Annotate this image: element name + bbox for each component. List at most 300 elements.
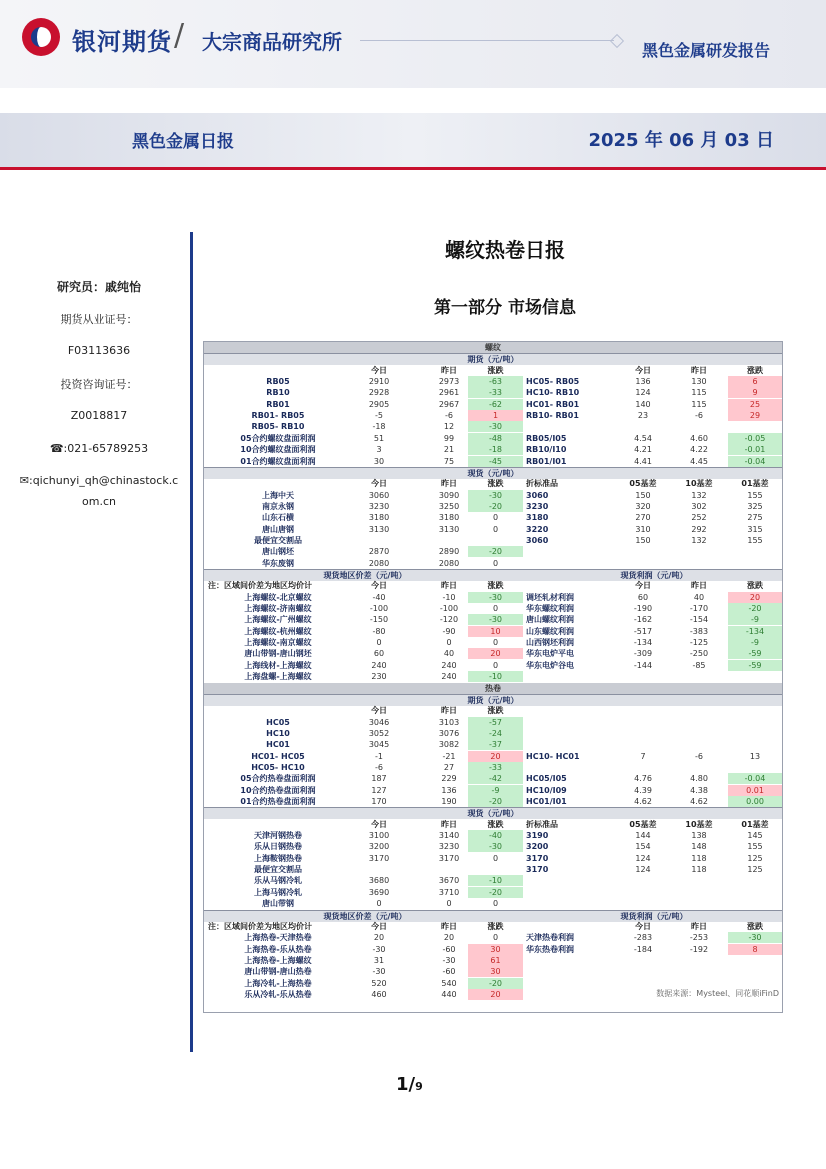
table-cell: 4.62 xyxy=(690,797,708,806)
table-cell xyxy=(614,717,672,728)
table-row xyxy=(204,342,782,353)
table-cell xyxy=(672,739,726,750)
table-cell: -6 xyxy=(695,751,703,761)
table-cell: HC10/I09 xyxy=(526,785,567,795)
table-cell: 华东废钢 xyxy=(262,558,294,568)
title-band-rule xyxy=(0,167,826,170)
table-cell xyxy=(672,558,726,569)
table-cell: 3230 xyxy=(438,842,460,852)
table-cell: 唐山螺纹利润 xyxy=(526,615,574,625)
table-row xyxy=(204,932,782,943)
table-cell: -0.01 xyxy=(728,444,782,455)
table-cell: 3060 xyxy=(526,490,549,500)
table-cell: -184 xyxy=(633,944,653,954)
table-cell: HC01- HC05 xyxy=(251,751,305,761)
table-cell: 4.45 xyxy=(690,456,708,466)
table-cell: 01合约热卷盘面利润 xyxy=(240,797,316,806)
table-cell xyxy=(728,898,782,909)
table-cell: 3170 xyxy=(368,853,390,863)
table-cell: 3060 xyxy=(368,490,390,500)
table-row xyxy=(204,921,782,932)
table-cell xyxy=(526,558,614,569)
table-cell: -134 xyxy=(633,638,653,648)
table-cell: 30 xyxy=(468,944,523,955)
table-cell xyxy=(672,966,726,977)
table-cell xyxy=(614,728,672,739)
table-cell: 华东电炉谷电 xyxy=(526,660,574,670)
table-cell: -150 xyxy=(369,615,389,625)
table-cell: -10 xyxy=(468,875,523,886)
table-cell: 唐山唐钢 xyxy=(262,524,294,534)
table-cell: 127 xyxy=(371,785,387,795)
table-cell: 155 xyxy=(747,490,763,500)
table-cell xyxy=(614,558,672,569)
table-cell: 3180 xyxy=(368,513,390,523)
table-cell: 60 xyxy=(373,649,385,659)
table-section-title: 期货（元/吨） xyxy=(467,695,519,705)
table-cell: 上海螺纹-北京螺纹 xyxy=(244,592,312,602)
table-cell: 上海热卷-上海螺纹 xyxy=(244,955,312,965)
table-cell: 132 xyxy=(691,535,707,545)
table-section-title: 现货（元/吨） xyxy=(467,809,519,819)
table-cell: RB01- RB05 xyxy=(251,411,305,421)
table-cell: 3230 xyxy=(368,501,390,511)
table-cell: -21 xyxy=(442,751,456,761)
table-cell xyxy=(728,421,782,432)
table-cell: 75 xyxy=(443,456,455,466)
table-row xyxy=(204,978,782,989)
table-cell: 20 xyxy=(468,751,523,762)
table-header-cell: 今日 xyxy=(635,581,651,591)
table-row xyxy=(204,421,782,432)
table-cell xyxy=(526,898,614,909)
table-header-cell: 折标准品 xyxy=(526,819,558,829)
header-slash: / xyxy=(174,18,185,53)
doc-title: 螺纹热卷日报 xyxy=(445,238,565,262)
table-cell xyxy=(614,546,672,557)
table-cell: 3190 xyxy=(526,831,549,841)
table-header-cell: 昨日 xyxy=(441,706,457,716)
table-cell: 3180 xyxy=(438,513,460,523)
table-cell: -60 xyxy=(442,967,456,977)
table-cell xyxy=(526,546,614,557)
table-cell: RB05 xyxy=(266,377,290,387)
table-band-title: 热卷 xyxy=(485,683,501,693)
table-cell: RB10- RB01 xyxy=(526,411,579,421)
table-cell: 天津河钢热卷 xyxy=(254,831,302,841)
table-cell: -9 xyxy=(728,614,782,625)
table-header-cell: 10基差 xyxy=(685,479,713,489)
table-cell: 乐从冷轧-乐从热卷 xyxy=(244,989,312,999)
table-cell: 0 xyxy=(492,899,499,909)
table-cell: 山东石横 xyxy=(262,513,294,523)
table-row xyxy=(204,807,782,819)
table-cell: 3230 xyxy=(526,501,549,511)
table-cell: 唐山带钢-唐山热卷 xyxy=(244,967,312,977)
table-cell: -0.04 xyxy=(728,456,782,467)
table-cell: -6 xyxy=(375,762,383,772)
division-name: 大宗商品研究所 xyxy=(202,30,342,54)
table-row xyxy=(204,898,782,909)
table-cell xyxy=(728,955,782,966)
table-cell xyxy=(672,421,726,432)
table-cell: 2870 xyxy=(368,547,390,557)
table-cell: 240 xyxy=(441,672,457,682)
table-cell: RB10 xyxy=(266,388,290,398)
table-row xyxy=(204,580,782,591)
table-cell: 唐山带钢 xyxy=(262,899,294,909)
table-cell: -190 xyxy=(633,604,653,614)
table-cell: 3170 xyxy=(526,865,549,875)
table-cell: 3170 xyxy=(526,853,549,863)
table-row xyxy=(204,751,782,762)
table-cell: 3220 xyxy=(526,524,549,534)
table-cell xyxy=(672,978,726,989)
table-cell: 229 xyxy=(441,774,457,784)
table-section-title: 期货（元/吨） xyxy=(467,355,519,365)
consult-label: 投资咨询证号： xyxy=(60,378,138,391)
table-cell: 118 xyxy=(691,865,707,875)
table-cell: 0 xyxy=(376,899,382,909)
table-cell xyxy=(728,739,782,750)
table-row xyxy=(204,353,782,365)
table-row xyxy=(204,717,782,728)
table-row xyxy=(204,387,782,398)
table-cell xyxy=(728,546,782,557)
table-cell: HC01- RB01 xyxy=(526,399,580,409)
table-cell: 136 xyxy=(635,377,651,387)
table-cell: 乐从日钢热卷 xyxy=(254,842,302,852)
table-cell: 240 xyxy=(371,660,387,670)
table-cell: 0 xyxy=(492,604,499,614)
table-cell: 240 xyxy=(441,660,457,670)
table-cell xyxy=(728,671,782,682)
table-cell: 20 xyxy=(443,933,455,943)
table-cell: 3100 xyxy=(368,831,390,841)
table-cell: 0 xyxy=(492,660,499,670)
table-cell: 150 xyxy=(635,490,651,500)
table-cell: RB10/I10 xyxy=(526,445,567,455)
table-cell: 天津热卷利润 xyxy=(526,933,574,943)
table-header-cell xyxy=(672,705,726,716)
table-header-cell: 昨日 xyxy=(441,581,457,591)
table-cell xyxy=(344,864,414,875)
table-cell: -45 xyxy=(468,456,523,467)
table-cell: 520 xyxy=(371,978,387,988)
table-cell: 315 xyxy=(747,524,763,534)
table-cell: 148 xyxy=(691,842,707,852)
table-cell: 2928 xyxy=(368,388,390,398)
table-row xyxy=(204,648,782,659)
email-line-2[interactable]: om.cn xyxy=(82,495,116,508)
table-cell: 3200 xyxy=(526,842,549,852)
table-cell: -20 xyxy=(468,978,523,989)
table-header-cell: 涨跌 xyxy=(747,365,763,375)
table-header-cell xyxy=(526,705,614,716)
table-cell: 华东螺纹利润 xyxy=(526,604,574,614)
table-cell: 山东螺纹利润 xyxy=(526,626,574,636)
table-cell: 132 xyxy=(691,490,707,500)
table-header-cell: 涨跌 xyxy=(487,921,504,931)
table-cell: 460 xyxy=(371,989,387,999)
table-cell: 130 xyxy=(691,377,707,387)
table-cell: 3 xyxy=(376,445,382,455)
table-cell: 145 xyxy=(747,831,763,841)
table-header-cell xyxy=(728,705,782,716)
table-cell: -30 xyxy=(468,421,523,432)
table-cell: -30 xyxy=(442,955,456,965)
table-header-cell: 昨日 xyxy=(441,479,457,489)
table-cell: 124 xyxy=(635,865,651,875)
table-header-cell: 涨跌 xyxy=(747,921,763,931)
table-cell: 3052 xyxy=(368,728,390,738)
researcher-name: 研究员：戚纯怡 xyxy=(56,280,141,294)
table-cell: -60 xyxy=(442,944,456,954)
table-cell: 3690 xyxy=(368,887,390,897)
table-cell: -144 xyxy=(633,660,653,670)
table-cell xyxy=(728,887,782,898)
email-line-1[interactable]: ✉:qichunyi_qh@chinastock.c xyxy=(19,474,179,487)
table-cell: -90 xyxy=(442,626,456,636)
table-cell: 4.39 xyxy=(634,785,652,795)
table-cell: 3680 xyxy=(368,876,390,886)
table-cell: 上海螺纹-南京螺纹 xyxy=(244,638,312,648)
table-row xyxy=(204,444,782,455)
table-cell: 3670 xyxy=(438,876,460,886)
table-cell: -40 xyxy=(468,830,523,841)
table-cell: RB05- RB10 xyxy=(251,422,305,432)
table-cell: 3200 xyxy=(368,842,390,852)
table-cell: 华东热卷利润 xyxy=(526,944,574,954)
table-row xyxy=(204,694,782,706)
license-number: F03113636 xyxy=(67,344,131,357)
table-cell: -59 xyxy=(728,648,782,659)
table-cell: 上海鞍钢热卷 xyxy=(254,853,302,863)
table-cell: HC10- HC01 xyxy=(526,751,580,761)
table-cell: 10合约热卷盘面利润 xyxy=(240,785,316,795)
report-name: 黑色金属日报 xyxy=(132,132,234,152)
table-cell: 61 xyxy=(468,955,523,966)
table-section-title: 现货（元/吨） xyxy=(467,468,519,478)
table-cell: -309 xyxy=(633,649,653,659)
header-rule xyxy=(360,40,614,41)
table-cell: -100 xyxy=(439,604,459,614)
table-header-cell: 昨日 xyxy=(691,921,707,931)
table-cell: 01合约螺纹盘面利润 xyxy=(240,456,316,466)
table-cell xyxy=(672,546,726,557)
table-cell: -57 xyxy=(468,717,523,728)
table-row xyxy=(204,512,782,523)
table-cell: 3060 xyxy=(526,535,549,545)
table-row xyxy=(204,546,782,557)
table-cell: 8 xyxy=(728,944,782,955)
table-cell: 136 xyxy=(441,785,457,795)
table-row xyxy=(204,830,782,841)
table-row xyxy=(204,739,782,750)
table-cell: 190 xyxy=(441,797,457,806)
table-cell xyxy=(728,966,782,977)
table-cell: 3103 xyxy=(438,717,460,727)
table-cell xyxy=(526,966,614,977)
table-cell: 最便宜交割品 xyxy=(254,535,302,545)
table-cell xyxy=(672,887,726,898)
table-header-cell: 05基差 xyxy=(629,479,657,489)
table-row xyxy=(204,796,782,807)
table-cell: 0 xyxy=(376,638,382,648)
table-row xyxy=(204,637,782,648)
table-cell: -250 xyxy=(689,649,709,659)
table-cell: 上海热卷-天津热卷 xyxy=(244,933,312,943)
table-header-cell: 今日 xyxy=(371,365,387,375)
table-cell: 3710 xyxy=(438,887,460,897)
table-cell: 124 xyxy=(635,853,651,863)
table-cell xyxy=(614,898,672,909)
table-row xyxy=(204,819,782,830)
table-cell: 60 xyxy=(637,592,649,602)
table-cell: 150 xyxy=(635,535,651,545)
table-cell: 0 xyxy=(492,933,499,943)
table-cell: -48 xyxy=(468,433,523,444)
table-cell: -10 xyxy=(468,671,523,682)
table-cell xyxy=(728,558,782,569)
table-row xyxy=(204,399,782,410)
table-cell xyxy=(614,762,672,773)
table-cell: -1 xyxy=(375,751,383,761)
table-cell: -162 xyxy=(633,615,653,625)
table-header-cell: 昨日 xyxy=(691,581,707,591)
table-cell: -125 xyxy=(689,638,709,648)
table-cell: 2080 xyxy=(438,558,460,568)
table-row xyxy=(204,773,782,784)
table-cell: HC05/I05 xyxy=(526,774,567,784)
table-cell: 155 xyxy=(747,535,763,545)
table-cell: 440 xyxy=(441,989,457,999)
table-cell xyxy=(526,671,614,682)
table-cell: HC05 xyxy=(266,717,290,727)
table-cell: RB05/I05 xyxy=(526,433,567,443)
table-cell xyxy=(728,728,782,739)
table-row xyxy=(204,433,782,444)
table-header-cell: 今日 xyxy=(371,819,387,829)
table-cell: 乐从马钢冷轧 xyxy=(254,876,302,886)
section-title: 第一部分 市场信息 xyxy=(434,298,576,318)
table-band-title: 螺纹 xyxy=(485,343,501,352)
page-current: 1/ xyxy=(396,1074,416,1095)
table-cell: -9 xyxy=(728,637,782,648)
table-cell: 6 xyxy=(728,376,782,387)
table-cell: -30 xyxy=(468,614,523,625)
table-cell: 上海螺纹-广州螺纹 xyxy=(244,615,312,625)
table-cell: 0 xyxy=(492,513,499,523)
table-cell xyxy=(672,955,726,966)
table-cell xyxy=(614,875,672,886)
table-cell: 0 xyxy=(446,638,452,648)
table-cell: 2973 xyxy=(438,377,460,387)
table-cell: 4.41 xyxy=(634,456,652,466)
table-row xyxy=(204,614,782,625)
table-header-cell xyxy=(614,705,672,716)
table-cell xyxy=(526,989,614,1000)
table-header-cell: 涨跌 xyxy=(487,479,504,489)
table-cell: 99 xyxy=(443,433,455,443)
table-cell xyxy=(672,898,726,909)
table-cell: 115 xyxy=(691,388,707,398)
table-cell xyxy=(672,875,726,886)
table-cell: 51 xyxy=(373,433,385,443)
table-cell: 05合约螺纹盘面利润 xyxy=(240,433,316,443)
table-cell: -134 xyxy=(728,626,782,637)
table-cell: -30 xyxy=(468,490,523,501)
table-cell: 2910 xyxy=(368,377,390,387)
consult-number: Z0018817 xyxy=(70,409,128,422)
table-cell: 29 xyxy=(728,410,782,421)
table-cell: 调坯轧材利润 xyxy=(526,592,574,602)
table-cell: 12 xyxy=(443,422,455,432)
table-header-cell: 涨跌 xyxy=(487,581,504,591)
table-cell: -40 xyxy=(372,592,386,602)
table-cell: -30 xyxy=(372,944,386,954)
table-cell xyxy=(614,739,672,750)
table-cell xyxy=(728,762,782,773)
table-cell: 20 xyxy=(373,933,385,943)
table-cell: 4.80 xyxy=(690,774,708,784)
table-cell: -9 xyxy=(468,785,523,796)
table-row xyxy=(204,955,782,966)
table-cell: 0.01 xyxy=(728,785,782,796)
table-row xyxy=(204,864,782,875)
table-cell: -383 xyxy=(689,626,709,636)
table-cell: 10合约螺纹盘面利润 xyxy=(240,445,316,455)
table-cell: 7 xyxy=(640,751,646,761)
table-cell: 3170 xyxy=(438,853,460,863)
table-row xyxy=(204,966,782,977)
table-cell: HC10 xyxy=(266,728,290,738)
table-cell: -170 xyxy=(689,604,709,614)
table-header-cell xyxy=(208,478,348,489)
table-cell: 23 xyxy=(637,411,649,421)
table-row xyxy=(204,603,782,614)
table-row xyxy=(204,490,782,501)
table-cell: HC05- RB05 xyxy=(526,377,580,387)
table-row xyxy=(204,478,782,489)
data-source-note: 数据来源：Mysteel、同花顺iFinD xyxy=(656,989,779,999)
table-cell xyxy=(672,671,726,682)
table-cell xyxy=(526,887,614,898)
table-header-cell: 昨日 xyxy=(441,365,457,375)
table-row xyxy=(204,365,782,376)
table-cell: 30 xyxy=(373,456,385,466)
table-cell: 144 xyxy=(635,831,651,841)
table-cell: -33 xyxy=(468,762,523,773)
table-cell: HC10- RB10 xyxy=(526,388,580,398)
table-cell: 2905 xyxy=(368,399,390,409)
table-section-title: 现货地区价差（元/吨） xyxy=(323,911,407,921)
table-cell: 302 xyxy=(691,501,707,511)
table-cell xyxy=(526,875,614,886)
table-cell: 310 xyxy=(635,524,651,534)
table-row xyxy=(204,944,782,955)
table-header-cell: 今日 xyxy=(371,921,387,931)
sidebar-divider xyxy=(190,232,193,1052)
table-cell xyxy=(526,739,614,750)
table-header-cell: 折标准品 xyxy=(526,479,558,489)
table-cell: 上海冷轧-上海热卷 xyxy=(244,978,312,988)
table-row xyxy=(204,410,782,421)
table-row xyxy=(204,501,782,512)
table-header-cell: 昨日 xyxy=(441,921,457,931)
table-cell: -20 xyxy=(728,603,782,614)
table-cell: -192 xyxy=(689,944,709,954)
